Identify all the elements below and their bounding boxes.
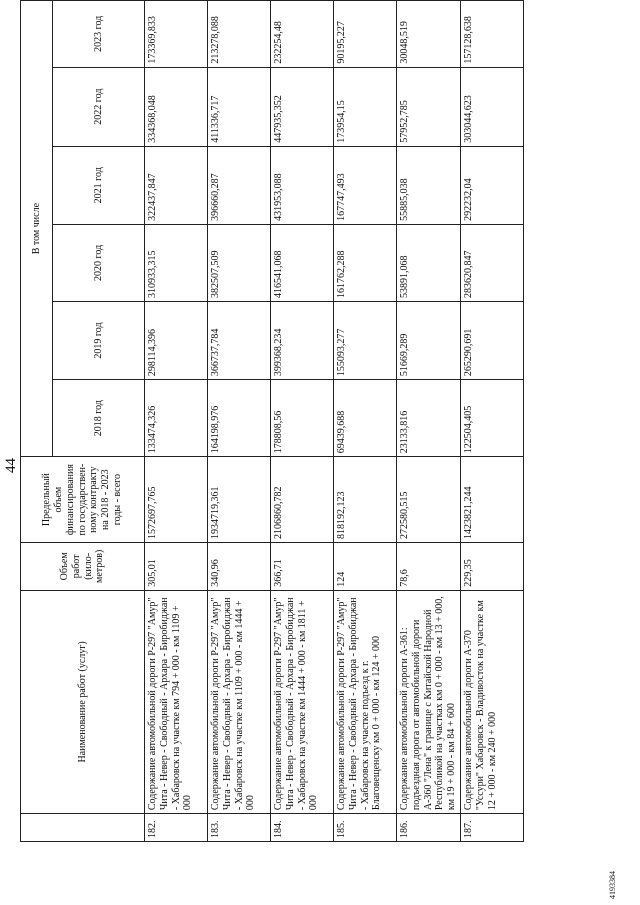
volume-km: 124 xyxy=(334,542,397,590)
year-value: 292232,04 xyxy=(460,146,523,224)
work-name: Содержание автомобильной дороги Р-297 "Амур" Чита - Невер - Свободный - Архара - Биробиджан - Хабаровск на участке км 794 + 000 - км 1109 + 000 xyxy=(145,590,208,813)
work-name: Содержание автомобильной дороги Р-297 "Амур" Чита - Невер - Свободный - Архара - Биробиджан - Хабаровск на участке км 1444 + 000 - км 1811 + 000 xyxy=(271,590,334,813)
year-value: 322437,847 xyxy=(145,146,208,224)
volume-km: 78,6 xyxy=(397,542,461,590)
row-number: 185. xyxy=(334,814,397,842)
table-row xyxy=(145,1,208,842)
financing-total: 1572697,765 xyxy=(145,457,208,543)
year-value: 265290,691 xyxy=(460,301,523,379)
year-value: 366737,784 xyxy=(208,301,271,379)
header-limit: Предельный объем финансирования по государствен-ному контракту на 2018 - 2023 годы - всего xyxy=(21,457,145,543)
financing-total: 1423821,244 xyxy=(460,457,523,543)
header-year: 2018 год xyxy=(53,380,145,457)
year-value: 399368,234 xyxy=(271,301,334,379)
year-value: 53891,068 xyxy=(397,224,461,301)
year-value: 411336,717 xyxy=(208,67,271,146)
year-value: 23133,816 xyxy=(397,380,461,457)
header-year: 2023 год xyxy=(53,1,145,68)
volume-km: 305,01 xyxy=(145,542,208,590)
year-value: 178808,56 xyxy=(271,380,334,457)
financing-total: 272580,515 xyxy=(397,457,461,543)
year-value: 303044,623 xyxy=(460,67,523,146)
volume-km: 340,96 xyxy=(208,542,271,590)
work-name: Содержание автомобильной дороги Р-297 "Амур" Чита - Невер - Свободный - Архара - Биробиджан - Хабаровск на участке км 1109 + 000 - км 1444 + 000 xyxy=(208,590,271,813)
document-id: 4193384 xyxy=(608,871,617,899)
year-value: 298114,396 xyxy=(145,301,208,379)
table-row xyxy=(460,1,523,842)
financing-total: 1934719,361 xyxy=(208,457,271,543)
year-value: 57952,785 xyxy=(397,67,461,146)
year-value: 382507,509 xyxy=(208,224,271,301)
year-value: 122504,405 xyxy=(460,380,523,457)
financing-table xyxy=(20,0,524,842)
table-row xyxy=(397,1,461,842)
work-name: Содержание автомобильной дороги Р-297 "Амур" Чита - Невер - Свободный - Архара - Биробиджан - Хабаровск на участке подъезд к г. Благовещенску км 0 + 000 - км 124 + 000 xyxy=(334,590,397,813)
year-value: 161762,288 xyxy=(334,224,397,301)
year-value: 283620,847 xyxy=(460,224,523,301)
row-number: 184. xyxy=(271,814,334,842)
year-value: 310933,315 xyxy=(145,224,208,301)
year-value: 30048,519 xyxy=(397,1,461,68)
financing-total: 818192,123 xyxy=(334,457,397,543)
year-value: 55885,038 xyxy=(397,146,461,224)
year-value: 51669,289 xyxy=(397,301,461,379)
table-row xyxy=(271,1,334,842)
header-year: 2022 год xyxy=(53,67,145,146)
page-number: 44 xyxy=(3,458,19,473)
year-value: 167747,493 xyxy=(334,146,397,224)
year-value: 69439,688 xyxy=(334,380,397,457)
row-number: 187. xyxy=(460,814,523,842)
year-value: 133474,326 xyxy=(145,380,208,457)
header-including: В том числе xyxy=(21,1,53,457)
year-value: 431953,088 xyxy=(271,146,334,224)
header-year: 2020 год xyxy=(53,224,145,301)
year-value: 157128,638 xyxy=(460,1,523,68)
year-value: 173954,15 xyxy=(334,67,397,146)
year-value: 164198,976 xyxy=(208,380,271,457)
year-value: 213278,088 xyxy=(208,1,271,68)
header-name: Наименование работ (услуг) xyxy=(21,590,145,813)
header-year: 2021 год xyxy=(53,146,145,224)
year-value: 416541,068 xyxy=(271,224,334,301)
year-value: 396660,287 xyxy=(208,146,271,224)
row-number: 183. xyxy=(208,814,271,842)
header-year: 2019 год xyxy=(53,301,145,379)
work-name: Содержание автомобильной дороги А-370 "Уссури" Хабаровск - Владивосток на участке км 12 + 000 - км 240 + 000 xyxy=(460,590,523,813)
row-number: 182. xyxy=(145,814,208,842)
volume-km: 366,71 xyxy=(271,542,334,590)
year-value: 447935,352 xyxy=(271,67,334,146)
row-number: 186. xyxy=(397,814,461,842)
year-value: 173369,833 xyxy=(145,1,208,68)
year-value: 334368,048 xyxy=(145,67,208,146)
year-value: 155093,277 xyxy=(334,301,397,379)
header-volume: Объем работ (кило-метров) xyxy=(21,542,145,590)
financing-total: 2106860,782 xyxy=(271,457,334,543)
header-num xyxy=(21,814,145,842)
work-name: Содержание автомобильной дороги А-361: подъездная дорога от автомобильной дороги А-360 "Лена" к границе с Китайской Народной Республикой на участках км 0 + 000 - км 13 + 000, км 19 + 000 - км 84 + 600 xyxy=(397,590,461,813)
year-value: 90195,227 xyxy=(334,1,397,68)
year-value: 232254,48 xyxy=(271,1,334,68)
table-row xyxy=(208,1,271,842)
volume-km: 229,35 xyxy=(460,542,523,590)
table-row xyxy=(334,1,397,842)
